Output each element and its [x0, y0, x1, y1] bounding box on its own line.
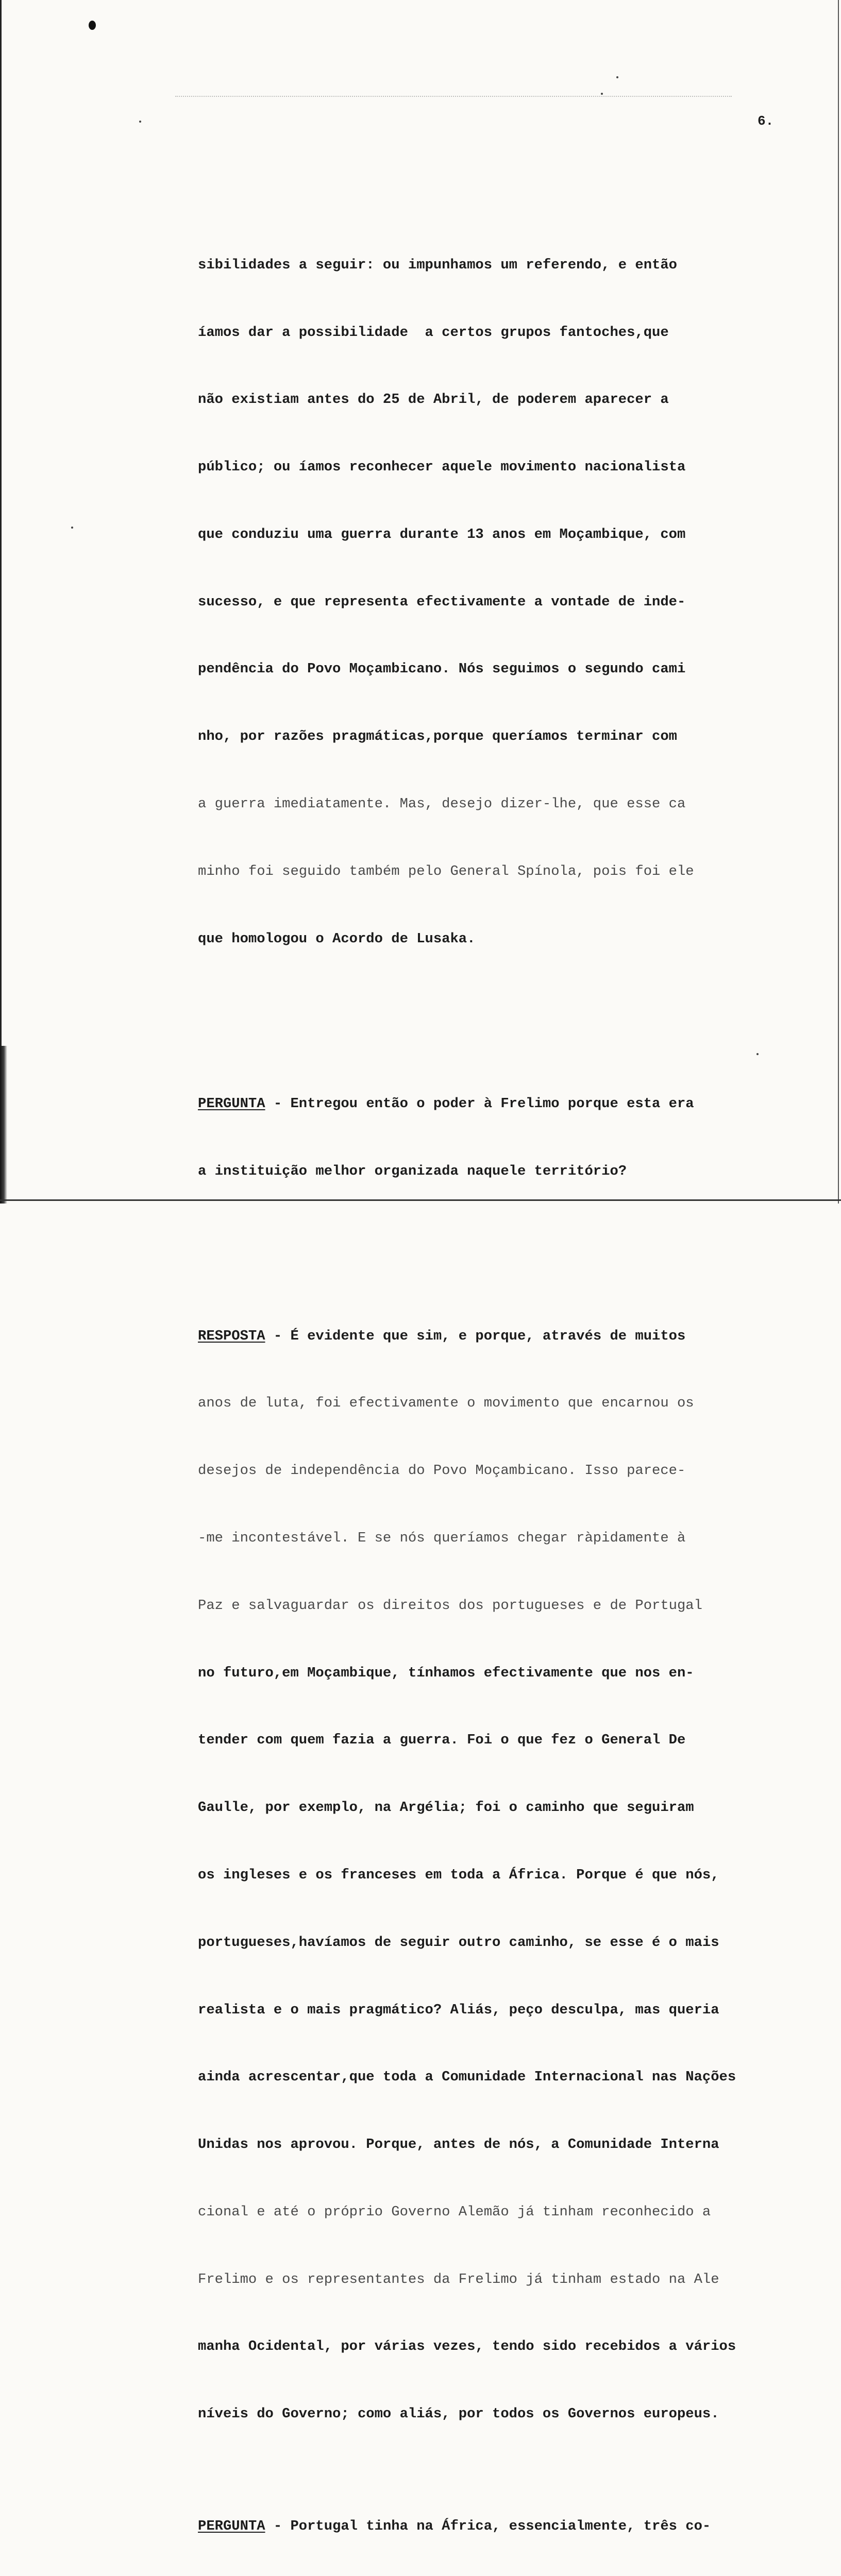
text-line: nho, por razões pragmáticas,porque queríamos terminar com [198, 728, 677, 745]
question-line [198, 1093, 790, 1115]
text-line: cional e até o próprio Governo Alemão já tinham reconhecido a [198, 2204, 711, 2220]
scan-right-edge [838, 0, 839, 1204]
page-number: 6. [758, 113, 774, 129]
scan-left-edge [0, 0, 2, 1204]
ink-speck [71, 527, 73, 529]
question-label: PERGUNTA [198, 2518, 265, 2535]
question-text: - Portugal tinha na África, essencialmente, três co- [265, 2518, 711, 2535]
text-line: Unidas nos aprovou. Porque, antes de nós, a Comunidade Interna [198, 2137, 719, 2153]
text-line: que homologou o Acordo de Lusaka. [198, 930, 476, 947]
typed-text-body [198, 187, 790, 2576]
question-label: PERGUNTA [198, 1095, 265, 1112]
text-line: que conduziu uma guerra durante 13 anos em Moçambique, com [198, 526, 686, 543]
text-line: a instituição melhor organizada naquele território? [198, 1163, 627, 1179]
text-line: realista e o mais pragmático? Aliás, peço desculpa, mas queria [198, 2002, 719, 2018]
scan-left-shadow [0, 1046, 7, 1204]
text-line: portugueses,havíamos de seguir outro caminho, se esse é o mais [198, 1934, 719, 1951]
text-line: ainda acrescentar,que toda a Comunidade Internacional nas Nações [198, 2069, 736, 2086]
punch-hole-mark [89, 21, 96, 30]
text-line: níveis do Governo; como aliás, por todos os Governos europeus. [198, 2406, 719, 2422]
text-line: os ingleses e os franceses em toda a África. Porque é que nós, [198, 1867, 719, 1883]
answer-label: RESPOSTA [198, 1328, 265, 1344]
text-line: minho foi seguido também pelo General Spínola, pois foi ele [198, 863, 694, 879]
text-line: Frelimo e os representantes da Frelimo já tinham estado na Ale [198, 2271, 719, 2287]
ink-speck [139, 121, 141, 123]
text-line: íamos dar a possibilidade a certos grupos fantoches,que [198, 324, 669, 341]
text-line: tender com quem fazia a guerra. Foi o que fez o General De [198, 1732, 686, 1749]
question-line [198, 2515, 790, 2538]
text-line: sucesso, e que representa efectivamente a vontade de inde- [198, 594, 686, 610]
text-line: a guerra imediatamente. Mas, desejo dizer-lhe, que esse ca [198, 796, 686, 812]
text-line: não existiam antes do 25 de Abril, de poderem aparecer a [198, 392, 669, 408]
text-line: manha Ocidental, por várias vezes, tendo sido recebidos a vários [198, 2338, 736, 2355]
text-line: no futuro,em Moçambique, tínhamos efectivamente que nos en- [198, 1665, 694, 1681]
text-line: Paz e salvaguardar os direitos dos portugueses e de Portugal [198, 1597, 702, 1614]
text-line: anos de luta, foi efectivamente o movimento que encarnou os [198, 1395, 694, 1412]
ink-speck [616, 76, 618, 78]
text-line: sibilidades a seguir: ou impunhamos um referendo, e então [198, 257, 677, 273]
text-line: público; ou íamos reconhecer aquele movimento nacionalista [198, 459, 686, 476]
scan-noise-row [175, 96, 732, 98]
answer-line [198, 1325, 790, 1348]
ink-speck [601, 93, 603, 95]
text-line: -me incontestável. E se nós queríamos chegar ràpidamente à [198, 1530, 686, 1547]
text-line: pendência do Povo Moçambicano. Nós seguimos o segundo cami [198, 661, 686, 677]
answer-text: - É evidente que sim, e porque, através de muitos [265, 1328, 686, 1344]
question-text: - Entregou então o poder à Frelimo porque esta era [265, 1095, 694, 1112]
text-line: Gaulle, por exemplo, na Argélia; foi o caminho que seguiram [198, 1800, 694, 1816]
text-line: desejos de independência do Povo Moçambicano. Isso parece- [198, 1463, 686, 1479]
